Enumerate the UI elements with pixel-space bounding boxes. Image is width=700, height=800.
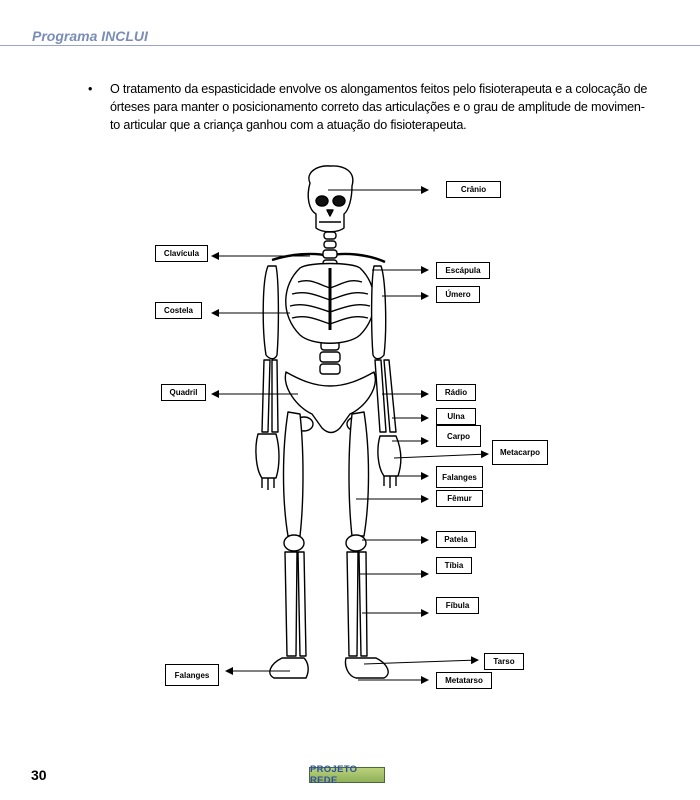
page-number: 30 [31, 767, 47, 783]
label-carpo: Carpo [436, 425, 481, 447]
label-femur: Fêmur [436, 490, 483, 507]
label-patela: Patela [436, 531, 476, 548]
label-escapula: Escápula [436, 262, 490, 279]
label-costela: Costela [155, 302, 202, 319]
label-quadril: Quadril [161, 384, 206, 401]
label-falanges-mao: Falanges [436, 466, 483, 488]
label-cranio: Crânio [446, 181, 501, 198]
label-umero: Úmero [436, 286, 480, 303]
header-title: Programa INCLUI [32, 28, 148, 44]
bullet-marker: • [88, 82, 93, 96]
label-fibula: Fíbula [436, 597, 479, 614]
label-radio: Rádio [436, 384, 476, 401]
paragraph-line-1: O tratamento da espasticidade envolve os alongamentos feitos pelo fisioterapeuta e a colocação de [110, 82, 648, 96]
label-metacarpo: Metacarpo [492, 440, 548, 465]
label-clavicula: Clavícula [155, 245, 208, 262]
label-tarso: Tarso [484, 653, 524, 670]
label-metatarso: Metatarso [436, 672, 492, 689]
paragraph-line-3: to articular que a criança ganhou com a atuação do fisioterapeuta. [110, 118, 467, 132]
paragraph-line-2: órteses para manter o posicionamento correto das articulações e o grau de amplitude de movimen- [110, 100, 645, 114]
projeto-rede-logo: PROJETO REDE [309, 767, 385, 783]
label-falanges-pe: Falanges [165, 664, 219, 686]
label-tibia: Tíbia [436, 557, 472, 574]
label-ulna: Ulna [436, 408, 476, 425]
